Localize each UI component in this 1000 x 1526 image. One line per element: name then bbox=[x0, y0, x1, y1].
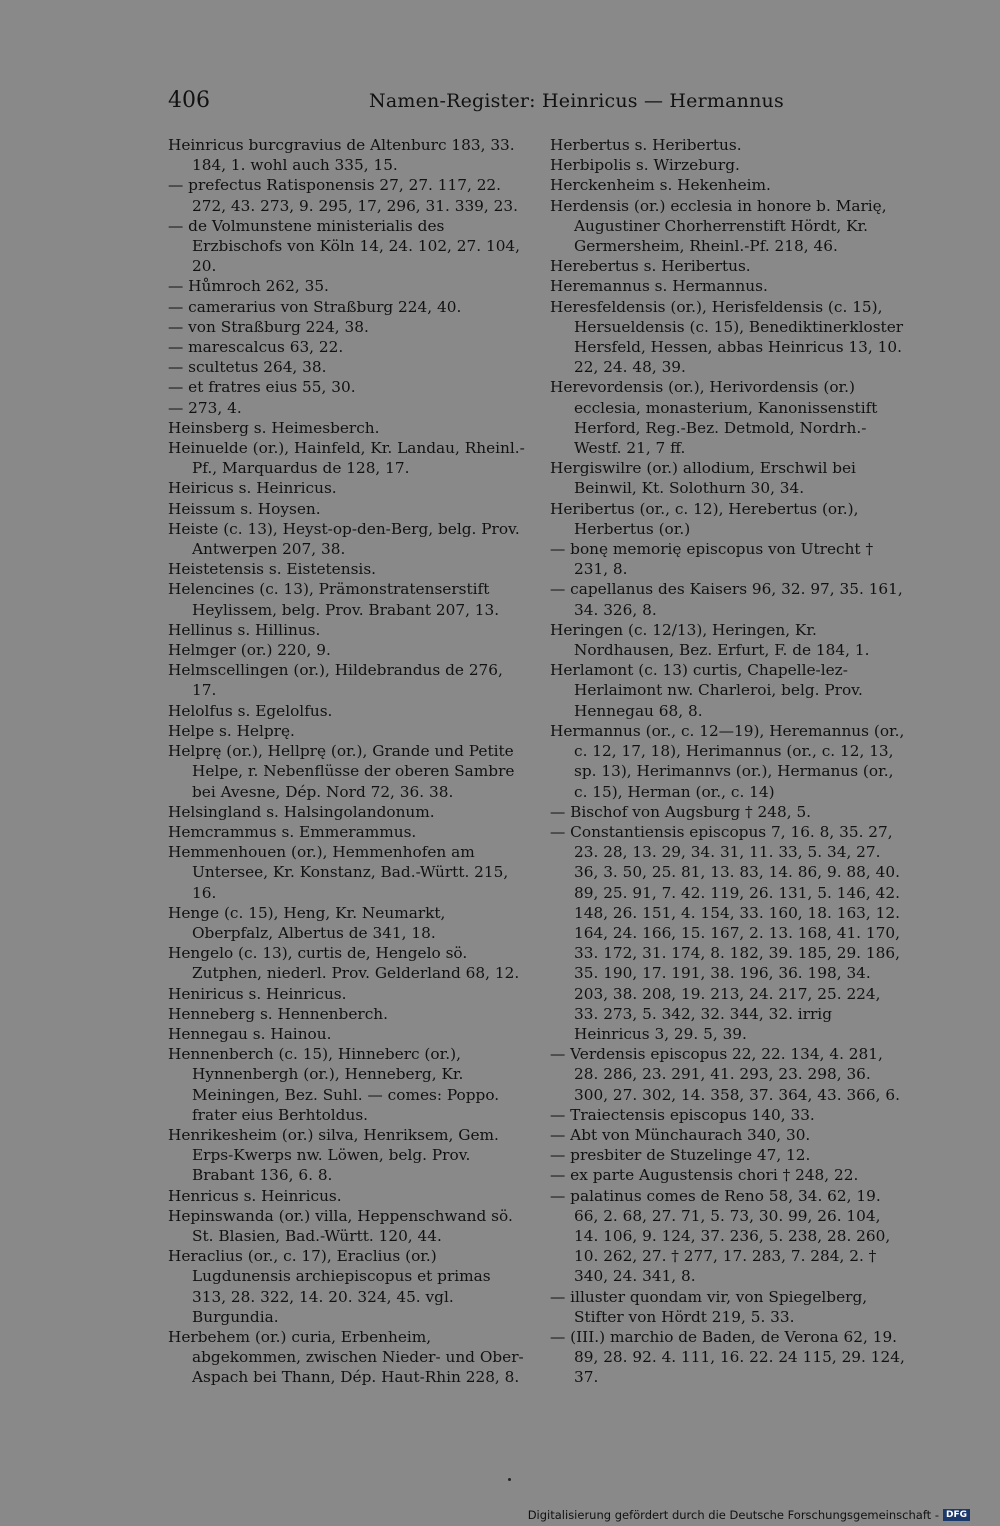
index-entry: Heribertus (or., c. 12), Herebertus (or.), Herbertus (or.) bbox=[550, 499, 859, 538]
index-entry: Helsingland s. Halsingolandonum. bbox=[168, 802, 435, 821]
index-entry: Herlamont (c. 13) curtis, Chapelle-lez-Herlaimont nw. Charleroi, belg. Prov. Hennegau 68, 8. bbox=[550, 661, 863, 720]
index-entry: — Verdensis episcopus 22, 22. 134, 4. 281, 28. 286, 23. 291, 41. 293, 23. 298, 36. 300, 27. 302, 14. 358, 37. 364, 43. 366, 6. bbox=[550, 1045, 900, 1104]
index-entry: Heinuelde (or.), Hainfeld, Kr. Landau, Rheinl.-Pf., Marquardus de 128, 17. bbox=[168, 439, 525, 478]
index-entry: Helmger (or.) 220, 9. bbox=[168, 641, 331, 660]
index-entry: Helolfus s. Egelolfus. bbox=[168, 701, 333, 720]
index-entry: — 273, 4. bbox=[168, 398, 242, 417]
index-entry: Heringen (c. 12/13), Heringen, Kr. Nordhausen, Bez. Erfurt, F. de 184, 1. bbox=[550, 620, 870, 660]
index-entry: Heinricus burcgravius de Altenburc 183, 33. 184, 1. wohl auch 335, 15. bbox=[168, 136, 515, 175]
index-entry: Hennegau s. Hainou. bbox=[168, 1024, 332, 1043]
index-entry: — palatinus comes de Reno 58, 34. 62, 19. 66, 2. 68, 27. 71, 5. 73, 30. 99, 26. 104, 14. 106, 9. 124, 37. 236, 5. 238, 28. 260, 10. 262, 27. † 277, 17. 283, 7. 284, 2. † 340, 24. 341, 8. bbox=[550, 1186, 891, 1286]
index-entry: Henrikesheim (or.) silva, Henriksem, Gem. Erps-Kwerps nw. Löwen, belg. Prov. Brabant 136, 6. 8. bbox=[168, 1125, 499, 1185]
index-entry: — ex parte Augustensis chori † 248, 22. bbox=[550, 1166, 859, 1185]
index-entry: — de Volmunstene ministerialis des Erzbischofs von Köln 14, 24. 102, 27. 104, 20. bbox=[168, 216, 521, 276]
footer-text: Digitalisierung gefördert durch die Deutsche Forschungsgemeinschaft - bbox=[527, 1508, 939, 1522]
index-entry: Herebertus s. Heribertus. bbox=[550, 257, 751, 276]
index-entry: Henricus s. Heinricus. bbox=[168, 1186, 342, 1205]
page-mark-dot bbox=[508, 1478, 511, 1481]
index-entry: — marescalcus 63, 22. bbox=[168, 338, 344, 357]
index-entry: Heiste (c. 13), Heyst-op-den-Berg, belg. Prov. Antwerpen 207, 38. bbox=[168, 519, 520, 559]
index-entry: — bonę memorię episcopus von Utrecht † 231, 8. bbox=[550, 540, 874, 579]
running-head: Namen-Register: Heinricus — Hermannus bbox=[369, 90, 784, 112]
index-entry: Hemcrammus s. Emmerammus. bbox=[168, 822, 417, 841]
index-entry: Heinsberg s. Heimesberch. bbox=[168, 418, 380, 437]
index-entry: Herevordensis (or.), Herivordensis (or.) ecclesia, monasterium, Kanonissenstift Herford, Reg.-Bez. Detmold, Nordrh.-Westf. 21, 7 ff. bbox=[550, 378, 878, 458]
index-entry: — (III.) marchio de Baden, de Verona 62, 19. 89, 28. 92. 4. 111, 16. 22. 24 115, 29. 124, 37. bbox=[550, 1327, 905, 1387]
index-entry: Hennenberch (c. 15), Hinneberc (or.), Hynnenbergh (or.), Henneberg, Kr. Meiningen, Bez. Suhl. — comes: Poppo. frater eius Berhtoldus. bbox=[168, 1045, 500, 1124]
index-entry: Hepinswanda (or.) villa, Heppenschwand sö. St. Blasien, Bad.-Württ. 120, 44. bbox=[168, 1206, 513, 1245]
index-entry: Henge (c. 15), Heng, Kr. Neumarkt, Oberpfalz, Albertus de 341, 18. bbox=[168, 903, 446, 942]
index-entry: — camerarius von Straßburg 224, 40. bbox=[168, 297, 462, 316]
index-entry: Heiricus s. Heinricus. bbox=[168, 479, 337, 498]
index-entry: Herckenheim s. Hekenheim. bbox=[550, 176, 771, 195]
index-entry: Heissum s. Hoysen. bbox=[168, 499, 321, 518]
right-column bbox=[550, 135, 908, 1388]
index-entry: — von Straßburg 224, 38. bbox=[168, 317, 369, 336]
index-entry: — et fratres eius 55, 30. bbox=[168, 378, 356, 397]
index-entry: Helmscellingen (or.), Hildebrandus de 276, 17. bbox=[168, 661, 503, 700]
index-entry: Heresfeldensis (or.), Herisfeldensis (c. 15), Hersueldensis (c. 15), Benediktinerkloster Hersfeld, Hessen, abbas Heinricus 13, 10. 22, 24. 48, 39. bbox=[550, 297, 904, 377]
index-entry: Helencines (c. 13), Prämonstratenserstift Heylissem, belg. Prov. Brabant 207, 13. bbox=[168, 580, 500, 619]
index-entry: Henneberg s. Hennenberch. bbox=[168, 1004, 388, 1023]
index-entry: Helprę (or.), Hellprę (or.), Grande und Petite Helpe, r. Nebenflüsse der oberen Sambre bei Avesne, Dép. Nord 72, 36. 38. bbox=[168, 742, 515, 801]
index-entry: Heniricus s. Heinricus. bbox=[168, 984, 347, 1003]
index-entry: Hengelo (c. 13), curtis de, Hengelo sö. Zutphen, niederl. Prov. Gelderland 68, 12. bbox=[168, 944, 520, 983]
index-entry: Hermannus (or., c. 12—19), Heremannus (or., c. 12, 17, 18), Herimannus (or., c. 12, 13, sp. 13), Herimannvs (or.), Hermanus (or., c. 15), Herman (or., c. 14) bbox=[550, 721, 905, 801]
index-entry: Herbehem (or.) curia, Erbenheim, abgekommen, zwischen Nieder- und Ober-Aspach bei Thann, Dép. Haut-Rhin 228, 8. bbox=[168, 1327, 524, 1387]
index-entry: — Traiectensis episcopus 140, 33. bbox=[550, 1105, 815, 1124]
index-entry: Herbipolis s. Wirzeburg. bbox=[550, 156, 740, 175]
digitization-footer bbox=[528, 1508, 970, 1522]
index-entry: — scultetus 264, 38. bbox=[168, 358, 327, 377]
index-entry: Hellinus s. Hillinus. bbox=[168, 620, 321, 639]
index-entry: Heremannus s. Hermannus. bbox=[550, 277, 768, 296]
page-number: 406 bbox=[168, 88, 210, 113]
index-entry: — Constantiensis episcopus 7, 16. 8, 35. 27, 23. 28, 13. 29, 34. 31, 11. 33, 5. 34, 27. 36, 3. 50, 25. 81, 13. 83, 14. 86, 9. 88, 40. 89, 25. 91, 7. 42. 119, 26. 131, 5. 146, 42. 148, 26. 151, 4. 154, 33. 160, 18. 163, 12. 164, 24. 166, 15. 167, 2. 13. 168, 41. 170, 33. 172, 31. 174, 8. 182, 39. 185, 29. 186, 35. 190, 17. 191, 38. 196, 36. 198, 34. 203, 38. 208, 19. 213, 24. 217, 25. 224, 33. 273, 5. 342, 32. 344, 32. irrig Heinricus 3, 29. 5, 39. bbox=[550, 822, 900, 1043]
index-entry: — Bischof von Augsburg † 248, 5. bbox=[550, 802, 812, 821]
index-entry: — prefectus Ratisponensis 27, 27. 117, 22. 272, 43. 273, 9. 295, 17, 296, 31. 339, 23. bbox=[168, 176, 518, 215]
left-column bbox=[168, 135, 528, 1388]
index-entry: — illuster quondam vir, von Spiegelberg, Stifter von Hördt 219, 5. 33. bbox=[550, 1287, 868, 1326]
index-entry: Hergiswilre (or.) allodium, Erschwil bei Beinwil, Kt. Solothurn 30, 34. bbox=[550, 459, 856, 498]
index-entry: Hemmenhouen (or.), Hemmenhofen am Untersee, Kr. Konstanz, Bad.-Württ. 215, 16. bbox=[168, 843, 509, 902]
index-entry: Heistetensis s. Eistetensis. bbox=[168, 560, 377, 579]
index-entry: Herbertus s. Heribertus. bbox=[550, 136, 742, 154]
index-entry: Heraclius (or., c. 17), Eraclius (or.) Lugdunensis archiepiscopus et primas 313, 28. 322, 14. 20. 324, 45. vgl. Burgundia. bbox=[168, 1247, 491, 1326]
index-entry: — presbiter de Stuzelinge 47, 12. bbox=[550, 1146, 811, 1165]
index-entry: — Hůmroch 262, 35. bbox=[168, 277, 329, 296]
index-entry: — capellanus des Kaisers 96, 32. 97, 35. 161, 34. 326, 8. bbox=[550, 580, 903, 619]
index-entry: — Abt von Münchaurach 340, 30. bbox=[550, 1125, 811, 1144]
index-entry: Helpe s. Helprę. bbox=[168, 721, 295, 740]
index-entry: Herdensis (or.) ecclesia in honore b. Marię, Augustiner Chorherrenstift Hördt, Kr. Germersheim, Rheinl.-Pf. 218, 46. bbox=[550, 196, 887, 256]
dfg-logo: DFG bbox=[943, 1509, 970, 1521]
